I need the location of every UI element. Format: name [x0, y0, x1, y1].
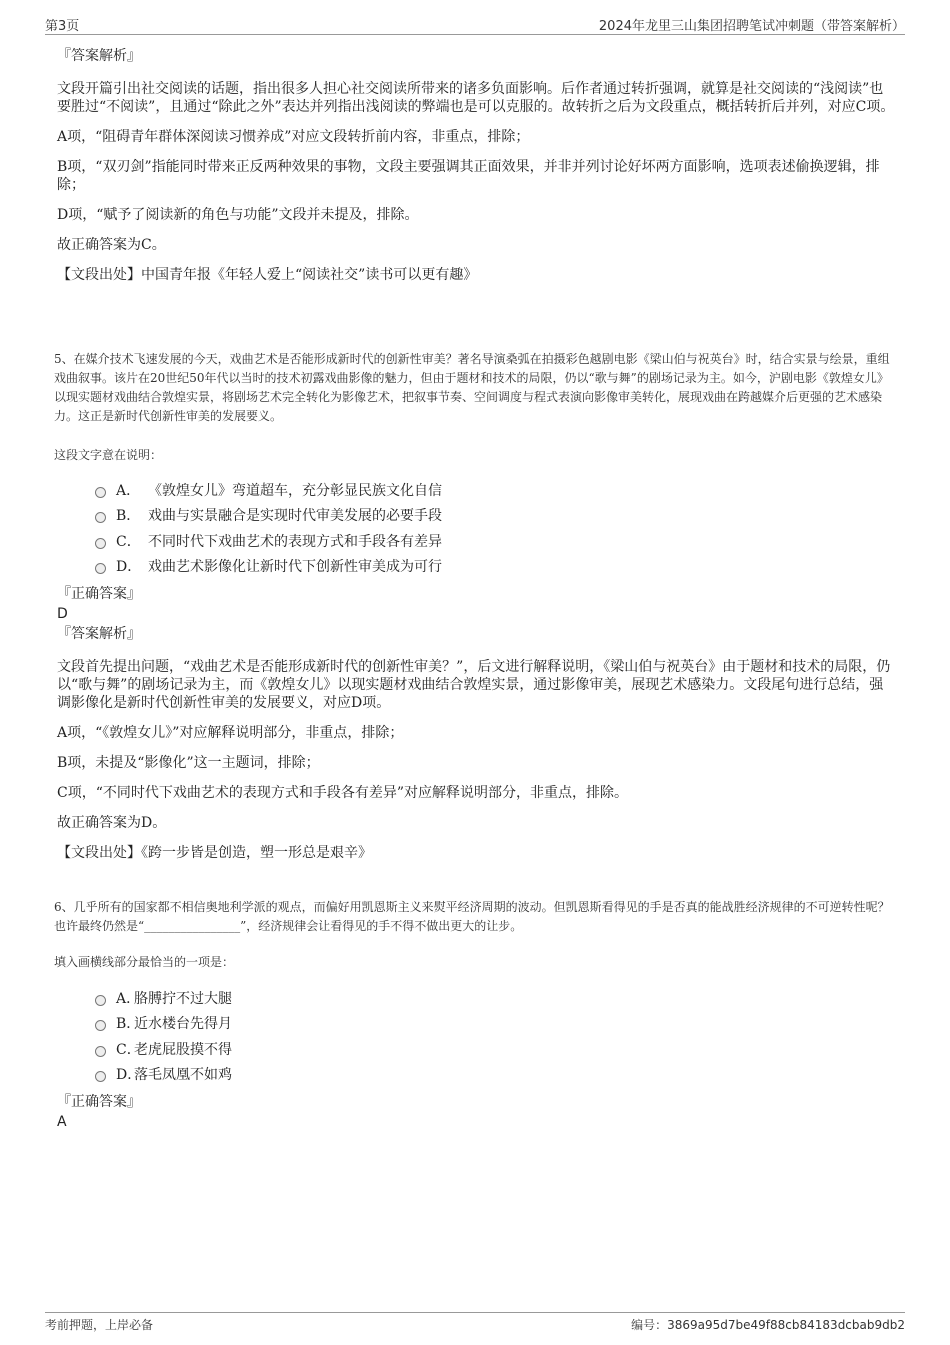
- option-b[interactable]: B． 戏曲与实景融合是实现时代审美发展的必要手段: [95, 503, 442, 529]
- analysis-paragraph: B项，“双刃剑”指能同时带来正反两种效果的事物，文段主要强调其正面效果，并非并列讨论好坏两方面影响，选项表述偷换逻辑，排除；: [57, 159, 880, 193]
- radio-icon[interactable]: [95, 1071, 106, 1082]
- radio-icon[interactable]: [95, 538, 106, 549]
- source-citation: 【文段出处】《跨一步皆是创造，塑一形总是艰辛》: [57, 845, 372, 861]
- option-c[interactable]: C． 不同时代下戏曲艺术的表现方式和手段各有差异: [95, 528, 442, 554]
- radio-icon[interactable]: [95, 487, 106, 498]
- option-a[interactable]: A． 胳膊拧不过大腿: [95, 985, 232, 1011]
- question-6-prompt: 填入画横线部分最恰当的一项是：: [54, 955, 235, 969]
- radio-icon[interactable]: [95, 563, 106, 574]
- analysis-paragraph: C项，“不同时代下戏曲艺术的表现方式和手段各有差异”对应解释说明部分，非重点，排除。: [57, 785, 629, 801]
- radio-icon[interactable]: [95, 995, 106, 1006]
- question-6-answer: [57, 1092, 895, 1132]
- analysis-label: 『答案解析』: [57, 626, 141, 642]
- option-b[interactable]: B． 近水楼台先得月: [95, 1011, 232, 1037]
- analysis-paragraph: 故正确答案为D。: [57, 815, 167, 831]
- radio-icon[interactable]: [95, 1046, 106, 1057]
- option-d[interactable]: D． 落毛凤凰不如鸡: [95, 1062, 232, 1088]
- answer-value: A: [57, 1114, 67, 1130]
- analysis-paragraph: A项，“阻碍青年群体深阅读习惯养成”对应文段转折前内容，非重点，排除；: [57, 129, 530, 145]
- document-serial: 编号：3869a95d7be49f88cb84183dcbab9db2: [631, 1318, 905, 1332]
- analysis-paragraph: 故正确答案为C。: [57, 237, 166, 253]
- analysis-paragraph: A项，“《敦煌女儿》”对应解释说明部分，非重点，排除；: [57, 725, 404, 741]
- question-6-text: 6、几乎所有的国家都不相信奥地利学派的观点，而偏好用凯恩斯主义来熨平经济周期的波动。但凯恩斯看得见的手是否真的能战胜经济规律的不可逆转性呢？也许最终仍然是“________________”，经济规律会让看得见的手不得不做出更大的让步。: [54, 900, 890, 933]
- analysis-paragraph: 文段开篇引出社交阅读的话题，指出很多人担心社交阅读所带来的诸多负面影响。后作者通过转折强调，就算是社交阅读的“浅阅读”也要胜过“不阅读”，且通过“除此之外”表达并列指出浅阅读的弊端也是可以克服的。故转折之后为文段重点，概括转折后并列，对应C项。: [57, 81, 895, 115]
- page-number: 第3页: [45, 19, 80, 34]
- q4-analysis: [57, 46, 895, 296]
- answer-label: 『正确答案』: [57, 586, 141, 602]
- question-5-answer: [57, 584, 895, 874]
- analysis-paragraph: D项，“赋予了阅读新的角色与功能”文段并未提及，排除。: [57, 207, 419, 223]
- question-5-prompt: 这段文字意在说明：: [54, 448, 163, 462]
- document-title: 2024年龙里三山集团招聘笔试冲刺题（带答案解析）: [598, 19, 905, 34]
- question-5-text: 5、在媒介技术飞速发展的今天，戏曲艺术是否能形成新时代的创新性审美？著名导演桑弧在拍摄彩色越剧电影《梁山伯与祝英台》时，结合实景与绘景，重组戏曲叙事。该片在20世纪50年代以当时的技术初露戏曲影像的魅力，但由于题材和技术的局限，仍以“歌与舞”的剧场记录为主。如今，沪剧电影《敦煌女儿》以现实题材戏曲结合敦煌实景，将剧场艺术完全转化为影像艺术，把叙事节奏、空间调度与程式表演向影像审美转化，展现戏曲在跨越媒介后更强的艺术感染力。这正是新时代创新性审美的发展要义。: [54, 352, 890, 423]
- question-5-options: [95, 477, 442, 579]
- analysis-label: 『答案解析』: [57, 48, 141, 64]
- source-citation: 【文段出处】中国青年报《年轻人爱上“阅读社交”读书可以更有趣》: [57, 267, 478, 283]
- analysis-paragraph: B项，未提及“影像化”这一主题词，排除；: [57, 755, 320, 771]
- option-a[interactable]: A． 《敦煌女儿》弯道超车，充分彰显民族文化自信: [95, 477, 442, 503]
- page-footer: [45, 1312, 905, 1335]
- option-d[interactable]: D． 戏曲艺术影像化让新时代下创新性审美成为可行: [95, 554, 442, 580]
- radio-icon[interactable]: [95, 1020, 106, 1031]
- question-6-options: [95, 985, 232, 1087]
- answer-label: 『正确答案』: [57, 1094, 141, 1110]
- answer-value: D: [57, 606, 68, 622]
- radio-icon[interactable]: [95, 512, 106, 523]
- page-header: [45, 14, 905, 35]
- option-c[interactable]: C． 老虎屁股摸不得: [95, 1036, 232, 1062]
- footer-slogan: 考前押题，上岸必备: [45, 1318, 154, 1332]
- analysis-paragraph: 文段首先提出问题，“戏曲艺术是否能形成新时代的创新性审美？”，后文进行解释说明，《梁山伯与祝英台》由于题材和技术的局限，仍以“歌与舞”的剧场记录为主，而《敦煌女儿》以现实题材戏曲结合敦煌实景，通过影像审美，展现艺术感染力。文段尾句进行总结，强调影像化是新时代创新性审美的发展要义，对应D项。: [57, 659, 891, 711]
